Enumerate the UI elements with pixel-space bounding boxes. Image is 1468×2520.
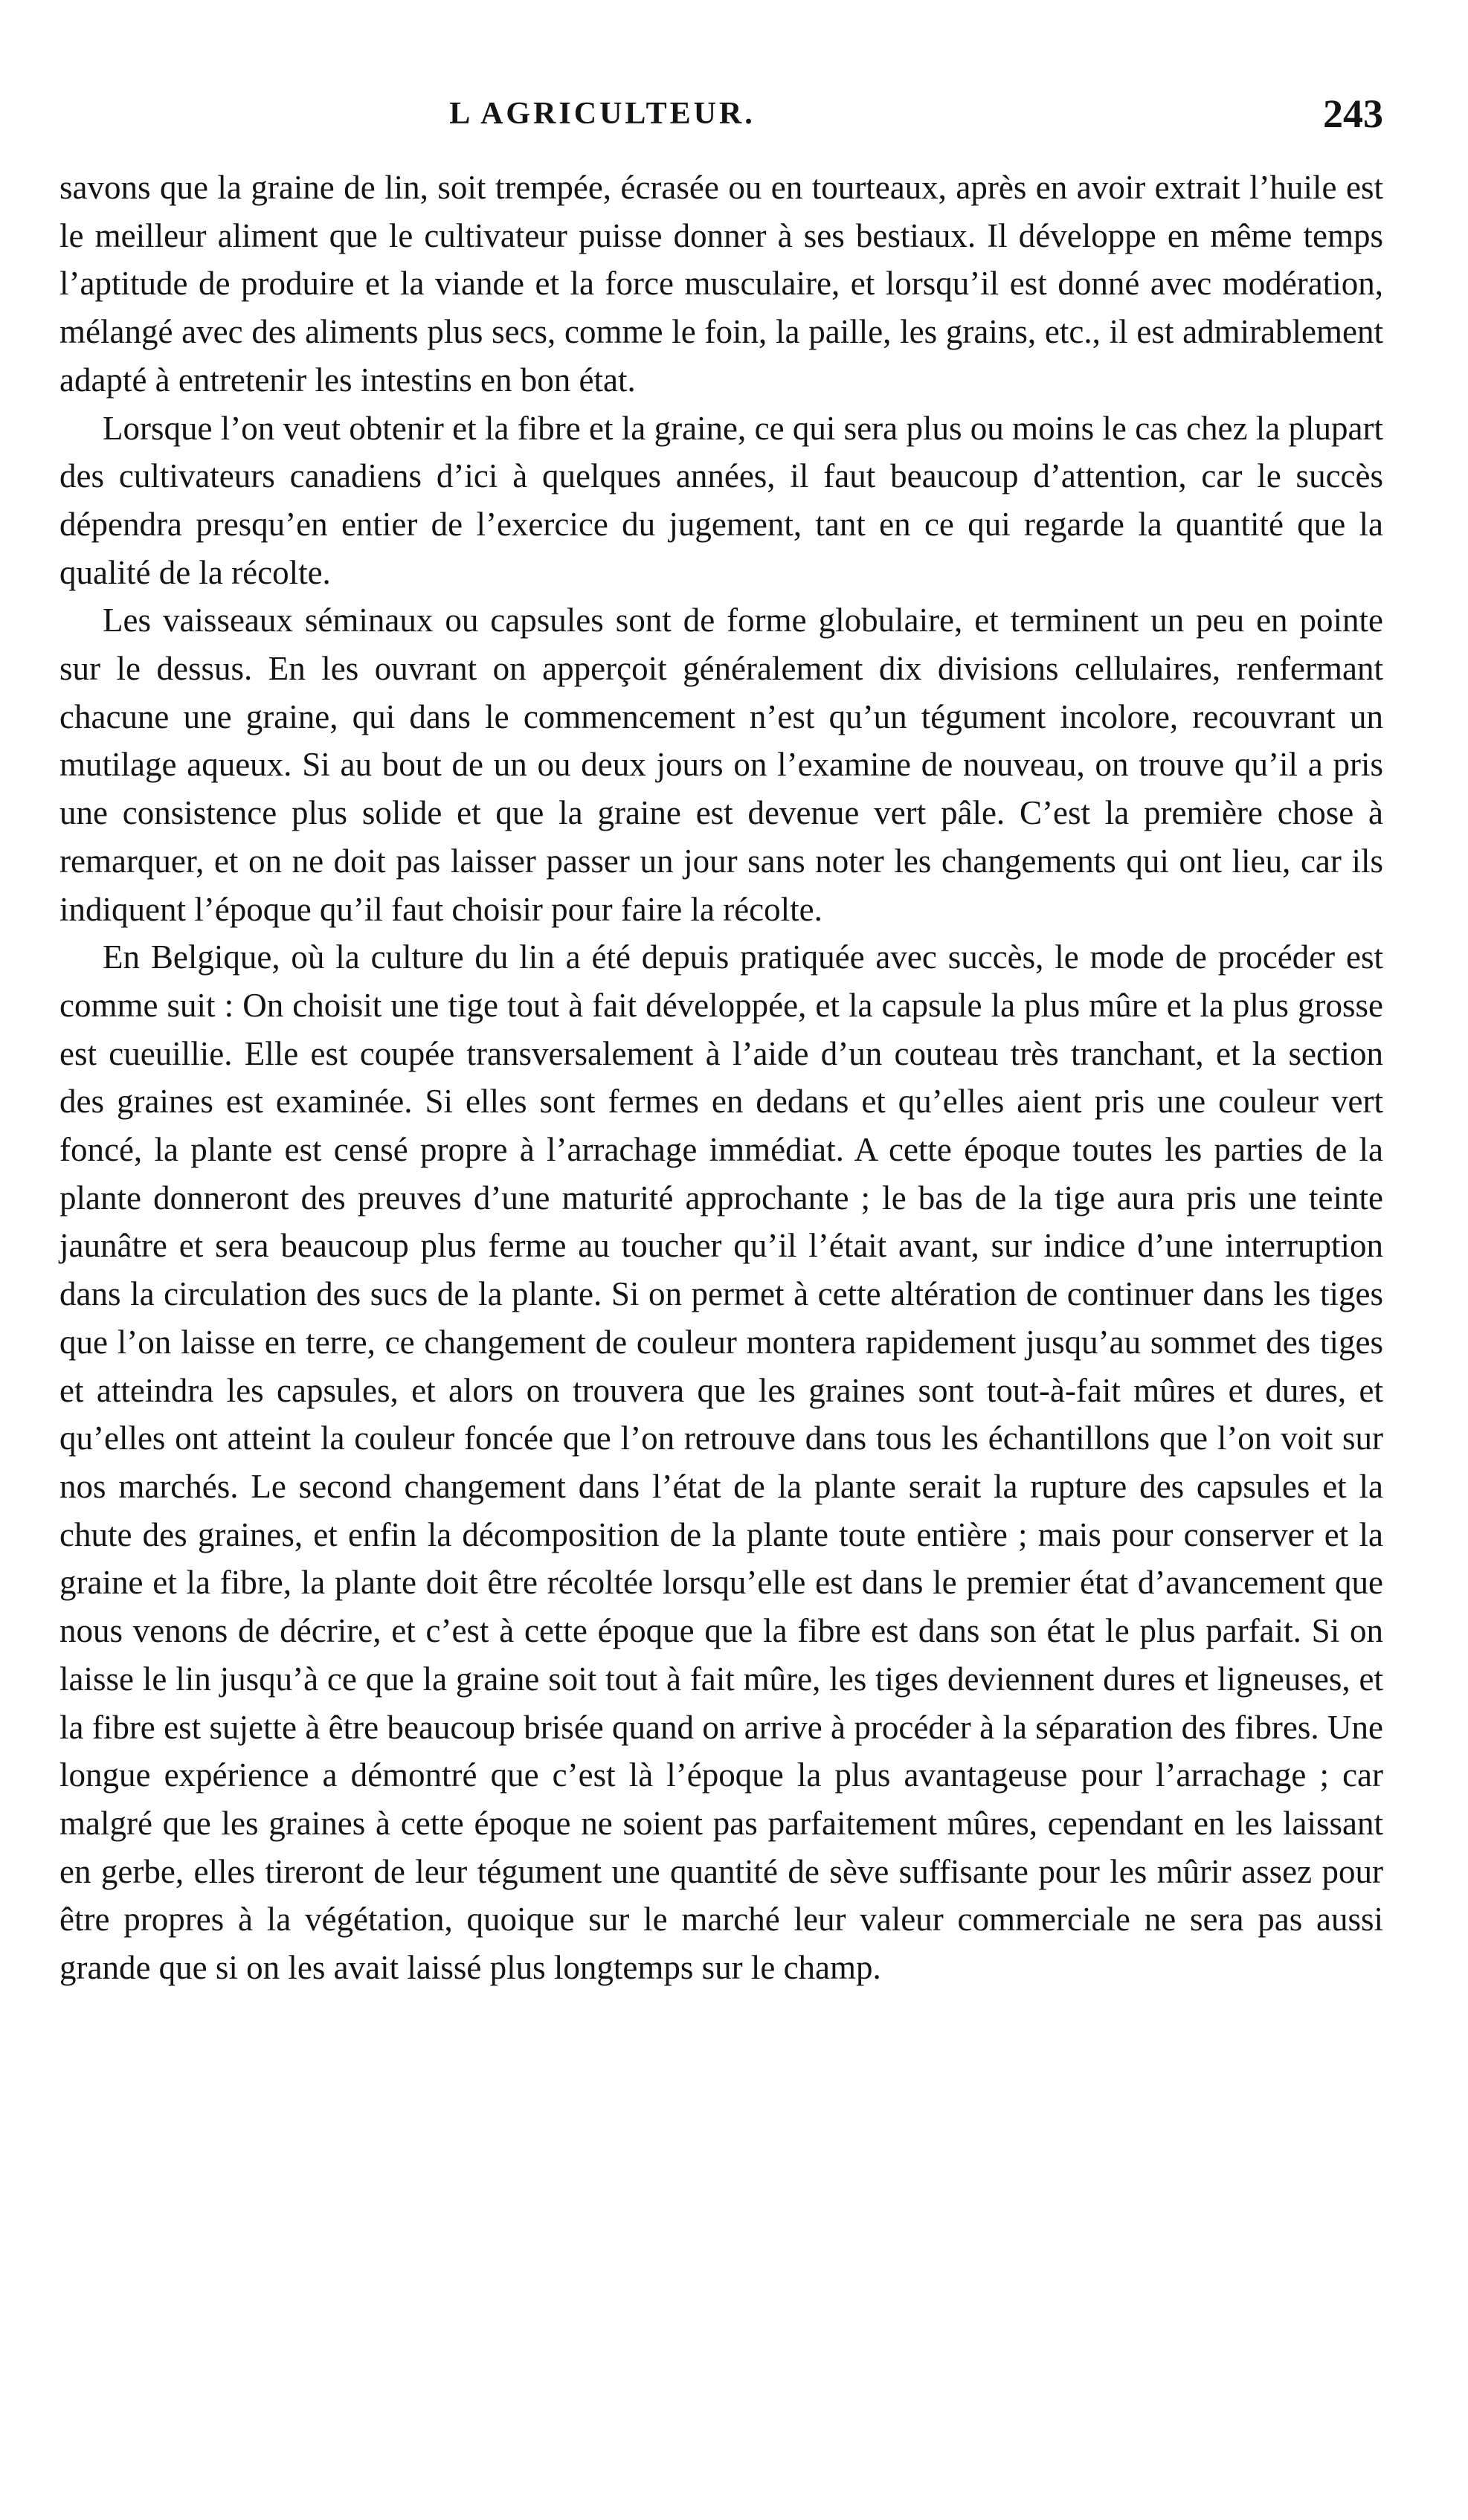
paragraph-continued: savons que la graine de lin, soit trempée, écrasée ou en tourteaux, après en avoir extrait l’huile est le meilleur aliment que le cultivateur puisse donner à ses bestiaux. Il développe en même temps l’aptitude de produire et la viande et la force musculaire, et lorsqu’il est donné avec modération, mélangé avec des aliments plus secs, comme le foin, la paille, les grains, etc., il est admirablement adapté à entretenir les intestins en bon état. [59, 169, 1383, 399]
running-head [45, 88, 1383, 140]
paragraph-fibre-and-seed: Lorsque l’on veut obtenir et la fibre et la graine, ce qui sera plus ou moins le cas chez la plupart des cultivateurs canadiens d’ici à quelques années, il faut beaucoup d’attention, car le succès dépendra presqu’en entier de l’exercice du jugement, tant en ce qui regarde la quantité que la qualité de la récolte. [59, 409, 1383, 591]
body-text [59, 164, 1383, 1992]
page-number: 243 [1323, 91, 1383, 136]
paragraph-belgium-method: En Belgique, où la culture du lin a été depuis pratiquée avec succès, le mode de procéder est comme suit : On choisit une tige tout à fait développée, et la capsule la plus mûre et la plus grosse est cueuillie. Elle est coupée transversalement à l’aide d’un couteau très tranchant, et la section des graines est examinée. Si elles sont fermes en dedans et qu’elles aient pris une couleur vert foncé, la plante est censé propre à l’arrachage immédiat. A cette époque toutes les parties de la plante donneront des preuves d’une maturité approchante ; le bas de la tige aura pris une teinte jaunâtre et sera beaucoup plus ferme au toucher qu’il l’était avant, sur indice d’une interruption dans la circulation des sucs de la plante. Si on permet à cette altération de continuer dans les tiges que l’on laisse en terre, ce changement de couleur montera rapidement jusqu’au sommet des tiges et atteindra les capsules, et alors on trouvera que les graines sont tout-à-fait mûres et dures, et qu’elles ont atteint la couleur foncée que l’on retrouve dans tous les échantillons que l’on voit sur nos marchés. Le second changement dans l’état de la plante serait la rupture des capsules et la chute des graines, et enfin la décomposition de la plante toute entière ; mais pour conserver et la graine et la fibre, la plante doit être récoltée lorsqu’elle est dans le premier état d’avancement que nous venons de décrire, et c’est à cette époque que la fibre est dans son état le plus parfait. Si on laisse le lin jusqu’à ce que la graine soit tout à fait mûre, les tiges deviennent dures et ligneuses, et la fibre est sujette à être beaucoup brisée quand on arrive à procéder à la séparation des fibres. Une longue expérience a démontré que c’est là l’époque la plus avantageuse pour l’arrachage ; car malgré que les graines à cette époque ne soient pas parfaitement mûres, cependant en les laissant en gerbe, elles tireront de leur tégument une quantité de sève suffisante pour les mûrir assez pour être propres à la végétation, quoique sur le marché leur valeur commerciale ne sera pas aussi grande que si on les avait laissé plus longtemps sur le champ. [59, 938, 1383, 1987]
running-title: L AGRICULTEUR. [449, 97, 756, 131]
paragraph-seed-vessels: Les vaisseaux séminaux ou capsules sont de forme globulaire, et terminent un peu en pointe sur le dessus. En les ouvrant on apperçoit généralement dix divisions cellulaires, renfermant chacune une graine, qui dans le commencement n’est qu’un tégument incolore, recouvrant un mutilage aqueux. Si au bout de un ou deux jours on l’examine de nouveau, on trouve qu’il a pris une consistence plus solide et que la graine est devenue vert pâle. C’est la première chose à remarquer, et on ne doit pas laisser passer un jour sans noter les changements qui ont lieu, car ils indiquent l’époque qu’il faut choisir pour faire la récolte. [59, 602, 1383, 928]
